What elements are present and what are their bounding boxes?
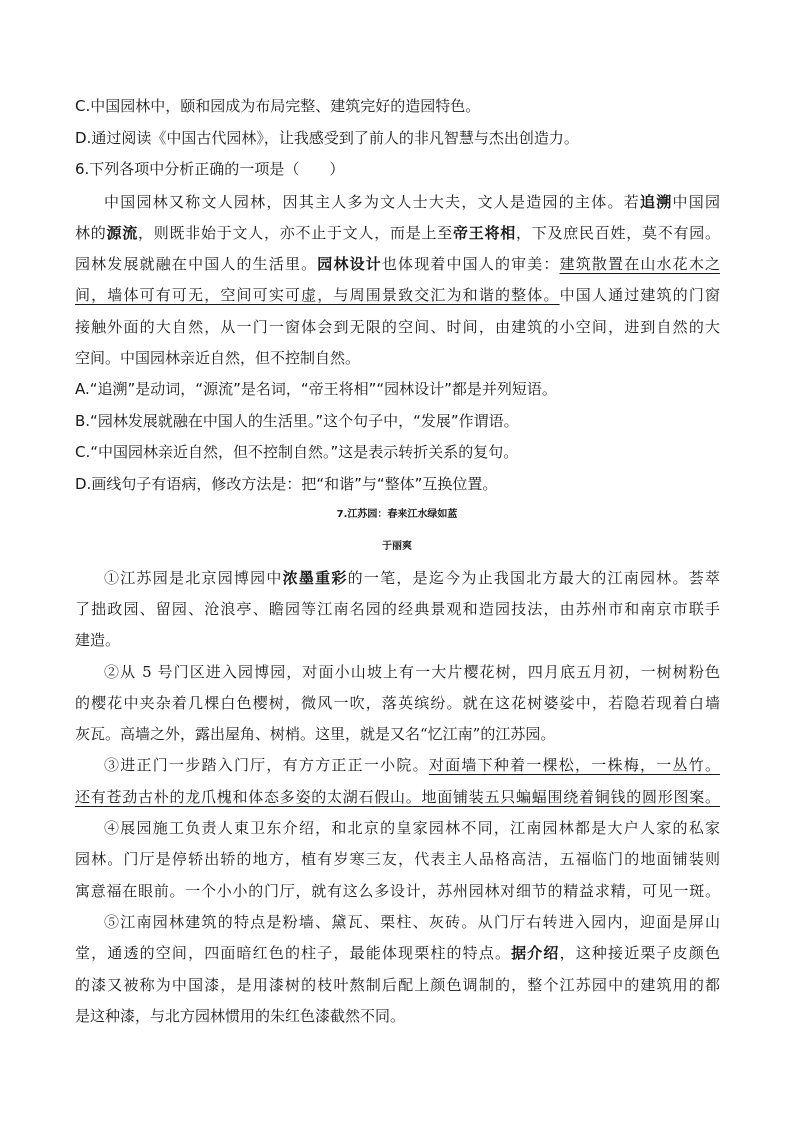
p1-line-1: ①江苏园是北京园博园中浓墨重彩的一笔，是迄今为止我国北方最大的江南园林。荟萃 bbox=[104, 569, 720, 587]
q6-prompt: 6.下列各项中分析正确的一项是（ ） bbox=[75, 160, 345, 178]
p5-line-4: 是这种漆，与北方园林惯用的朱红色漆截然不同。 bbox=[75, 1007, 406, 1025]
passage-line-1: 中国园林又称文人园林，因其主人多为文人士大夫，文人是造园的主体。若追溯中国园 bbox=[104, 193, 720, 211]
q6-option-b: B.“园林发展就融在中国人的生活里。”这个句子中，“发展”作谓语。 bbox=[75, 412, 519, 430]
p4-line-1: ④展园施工负责人東卫东介绍，和北京的皇家园林不同，江南园林都是大户人家的私家 bbox=[104, 819, 720, 837]
p5-line-1: ⑤江南园林建筑的特点是粉墙、黛瓦、栗柱、灰砖。从门厅右转进入园内，迎面是屏山 bbox=[104, 913, 720, 931]
p5-line-2: 堂，通透的空间，四面暗红色的柱子，最能体现栗柱的特点。据介绍，这种接近栗子皮颜色 bbox=[75, 944, 720, 962]
passage-line-6: 空间。中国园林亲近自然，但不控制自然。 bbox=[75, 349, 361, 367]
p4-line-3: 寓意福在眼前。一个小小的门厅，就有这么多设计，苏州园林对细节的精益求精，可见一斑。 bbox=[75, 882, 720, 900]
bold-term-jujieshao: 据介绍 bbox=[511, 944, 560, 962]
p3-underlined-part1: 对面墙下种着一棵松，一株梅，一丛竹。 bbox=[428, 756, 720, 774]
passage-line-2: 林的源流，则既非始于文人，亦不止于文人，而是上至帝王将相，下及庶民百姓，莫不有园。 bbox=[75, 224, 720, 242]
passage-line-5: 接触外面的大自然，从一门一窗体会到无限的空间、时间，由建筑的小空间，进到自然的大 bbox=[75, 318, 720, 336]
p2-line-2: 的樱花中夹杂着几棵白色樱树，微风一吹，落英缤纷。就在这花树婆娑中，若隐若现着白墙 bbox=[75, 694, 720, 712]
p1-line-2: 了拙政园、留园、沧浪亭、瞻园等江南名园的经典景观和造园技法，由苏州市和南京市联手 bbox=[75, 600, 720, 618]
bold-term-zhuisu: 追溯 bbox=[640, 193, 673, 211]
article-title: 7.江苏园：春来江水绿如蓝 bbox=[336, 509, 458, 520]
passage-line-3: 园林发展就融在中国人的生活里。园林设计也体现着中国人的审美：建筑散置在山水花木之 bbox=[75, 255, 720, 273]
q5-option-d: D.通过阅读《中国古代园林》，让我感受到了前人的非凡智慧与杰出创造力。 bbox=[75, 129, 579, 147]
q5-option-c: C.中国园林中，颐和园成为布局完整、建筑完好的造园特色。 bbox=[75, 97, 481, 115]
bold-term-diwangjiangxiang: 帝王将相 bbox=[452, 224, 516, 242]
p2-line-1: ②从 5 号门区进入园博园，对面小山坡上有一大片樱花树，四月底五月初，一树树粉色 bbox=[104, 663, 720, 681]
article-author: 于丽爽 bbox=[382, 541, 412, 552]
q6-option-a: A.“追溯”是动词，“源流”是名词，“帝王将相”“园林设计”都是并列短语。 bbox=[75, 380, 557, 398]
p4-line-2: 园林。门厅是停轿出轿的地方，植有岁寒三友，代表主人品格高洁，五福临门的地面铺装则 bbox=[75, 850, 720, 868]
underlined-sentence-part2: 间，墙体可有可无，空间可实可虚，与周围景致交汇为和谐的整体。 bbox=[75, 286, 560, 304]
p1-line-3: 建造。 bbox=[75, 631, 121, 649]
bold-term-yuanlinsheji: 园林设计 bbox=[317, 255, 382, 273]
p2-line-3: 灰瓦。高墙之外，露出屋角、树梢。这里，就是又名“忆江南”的江苏园。 bbox=[75, 725, 556, 743]
passage-line-4: 间，墙体可有可无，空间可实可虚，与周围景致交汇为和谐的整体。中国人通过建筑的门窗 bbox=[75, 286, 720, 304]
underlined-sentence-part1: 建筑散置在山水花木之 bbox=[559, 255, 720, 273]
bold-term-nongmozhongcai: 浓墨重彩 bbox=[282, 569, 348, 587]
p3-line-1: ③进正门一步踏入门厅，有方方正正一小院。对面墙下种着一棵松，一株梅，一丛竹。 bbox=[104, 756, 720, 774]
p5-line-3: 的漆又被称为中国漆，是用漆树的枝叶熬制后配上颜色调制的，整个江苏园中的建筑用的都 bbox=[75, 976, 720, 994]
bold-term-yuanliu: 源流 bbox=[106, 224, 138, 242]
q6-option-c: C.“中国园林亲近自然，但不控制自然。”这是表示转折关系的复句。 bbox=[75, 443, 519, 461]
p3-underlined-part2: 还有苍劲古朴的龙爪槐和体态多姿的太湖石假山。地面铺装五只蝙蝠围绕着铜钱的圆形图案。 bbox=[75, 788, 720, 806]
q6-option-d: D.画线句子有语病，修改方法是：把“和谐”与“整体”互换位置。 bbox=[75, 475, 498, 493]
